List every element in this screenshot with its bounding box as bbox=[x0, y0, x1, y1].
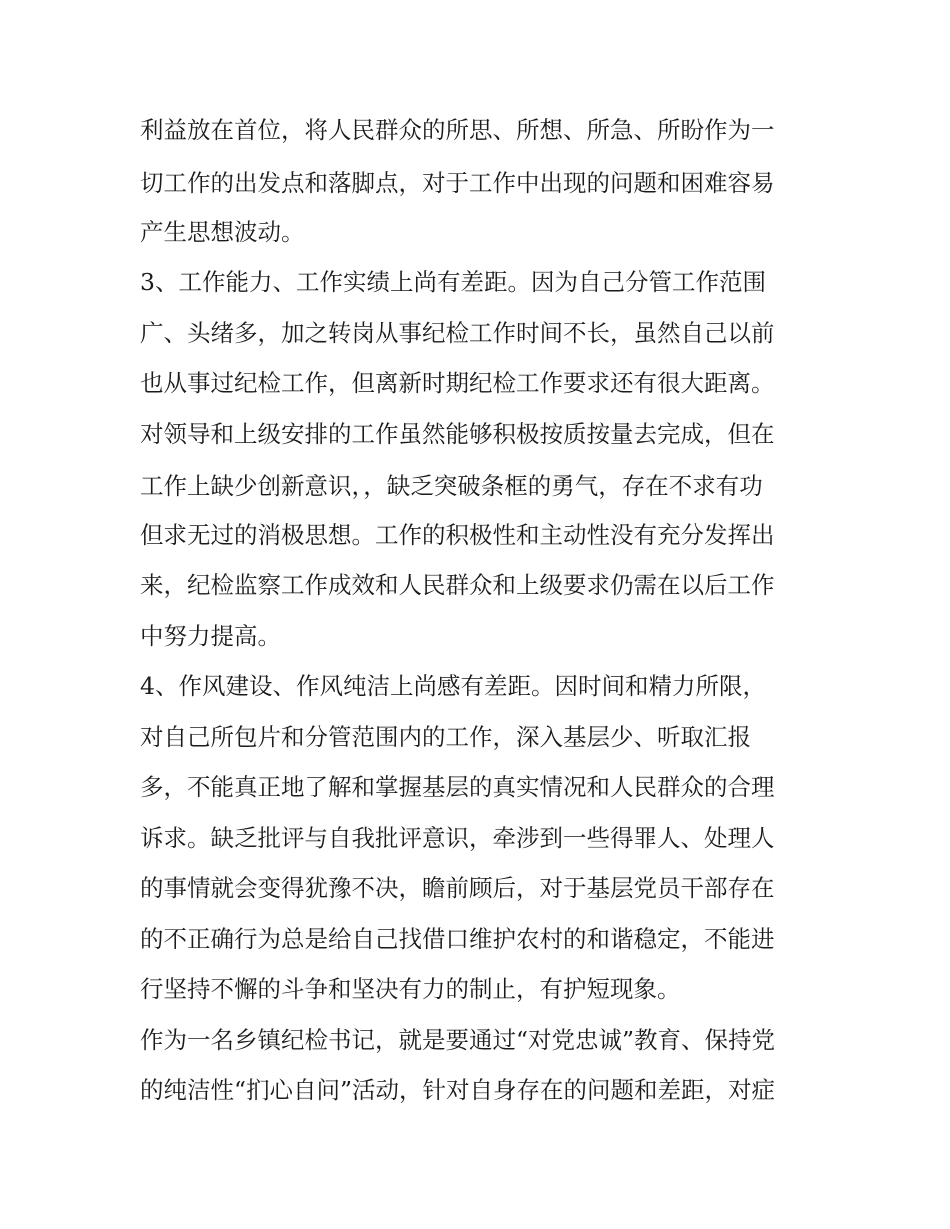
text-line: 利益放在首位，将人民群众的所思、所想、所急、所盼作为一 bbox=[140, 116, 775, 144]
text-line: 中努力提高。 bbox=[140, 622, 281, 650]
text-line: 作为一名乡镇纪检书记，就是要通过“对党忠诚”教育、保持党 bbox=[140, 1026, 776, 1054]
text-line: 切工作的出发点和落脚点，对于工作中出现的问题和困难容易 bbox=[140, 169, 775, 197]
text-line: 对领导和上级安排的工作虽然能够积极按质按量去完成，但在 bbox=[140, 420, 775, 448]
text-line: 多，不能真正地了解和掌握基层的真实情况和人民群众的合理 bbox=[140, 773, 775, 801]
text-line: 但求无过的消极思想。工作的积极性和主动性没有充分发挥出 bbox=[140, 521, 775, 549]
text-line: 的事情就会变得犹豫不决，瞻前顾后，对于基层党员干部存在 bbox=[140, 874, 775, 902]
text-line: 也从事过纪检工作，但离新时期纪检工作要求还有很大距离。 bbox=[140, 369, 775, 397]
text-line: 行坚持不懈的斗争和坚决有力的制止，有护短现象。 bbox=[140, 975, 681, 1003]
text-line: 的不正确行为总是给自己找借口维护农村的和谐稳定，不能进 bbox=[140, 925, 775, 953]
text-line: 来，纪检监察工作成效和人民群众和上级要求仍需在以后工作 bbox=[140, 571, 775, 599]
text-line: 3、工作能力、工作实绩上尚有差距。因为自己分管工作范围 bbox=[140, 268, 766, 296]
text-line: 广、头绪多，加之转岗从事纪检工作时间不长，虽然自己以前 bbox=[140, 319, 775, 347]
text-line: 工作上缺少创新意识，，缺乏突破条框的勇气，存在不求有功 bbox=[140, 472, 763, 500]
text-line: 诉求。缺乏批评与自我批评意识，牵涉到一些得罪人、处理人 bbox=[140, 824, 775, 852]
text-line: 产生思想波动。 bbox=[140, 218, 305, 246]
text-line: 4、作风建设、作风纯洁上尚感有差距。因时间和精力所限， bbox=[140, 672, 766, 700]
text-line: 的纯洁性“扪心自问”活动，针对自身存在的问题和差距，对症 bbox=[140, 1076, 776, 1104]
text-line: 对自己所包片和分管范围内的工作，深入基层少、听取汇报 bbox=[140, 723, 751, 751]
